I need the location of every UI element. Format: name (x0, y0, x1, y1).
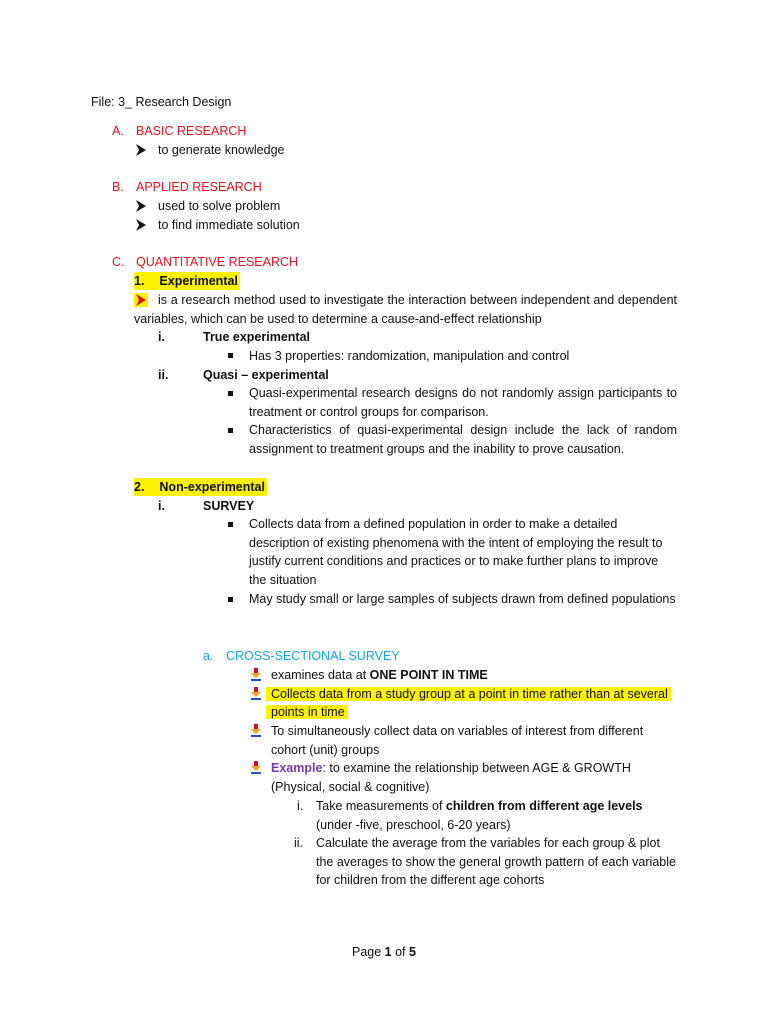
section-b-bullet: used to solve problem (158, 199, 281, 213)
square-bullet-icon (228, 597, 233, 602)
section-a-bullet: to generate knowledge (158, 143, 285, 157)
non-experimental-marker: 2. (134, 480, 145, 494)
file-title: File: 3_ Research Design (91, 95, 232, 109)
true-exp-title: True experimental (203, 330, 310, 344)
true-exp-bullet: Has 3 properties: randomization, manipulation and control (249, 349, 570, 363)
total-pages: 5 (409, 945, 416, 959)
arrow-down-bullet-icon (250, 724, 262, 738)
page-footer: Page 1 of 5 (352, 945, 416, 959)
cross-example: Example: to examine the relationship between AGE & GROWTH (Physical, social & cognitive) (271, 761, 631, 794)
cross-item-1: examines data at ONE POINT IN TIME (271, 668, 488, 682)
survey-bullet: Collects data from a defined population in order to make a detailed description of existing phenomena with the intent of employing the result to justify current conditions and practices or to make further plans to improve the situation (249, 517, 663, 587)
section-b-bullet: to find immediate solution (158, 218, 300, 232)
step-1: Take measurements of children from different age levels (under -five, preschool, 6-20 years) (316, 799, 643, 832)
section-a-marker: A. (112, 124, 124, 138)
square-bullet-icon (228, 522, 233, 527)
arrow-down-bullet-icon (250, 761, 262, 775)
cross-item-3: To simultaneously collect data on variables of interest from different cohort (unit) groups (271, 724, 644, 757)
step-1-marker: i. (297, 799, 304, 813)
square-bullet-icon (228, 353, 233, 358)
section-c-marker: C. (112, 255, 125, 269)
example-label: Example (271, 761, 323, 775)
quasi-exp-title: Quasi – experimental (203, 368, 329, 382)
survey-marker: i. (158, 499, 165, 513)
quasi-exp-bullet: Characteristics of quasi-experimental design include the lack of random assignment to treatment groups and the inability to prove causation. (249, 423, 677, 456)
step-2-marker: ii. (294, 836, 304, 850)
survey-bullet: May study small or large samples of subjects drawn from defined populations (249, 592, 676, 606)
quasi-exp-bullet: Quasi-experimental research designs do not randomly assign participants to treatment or control groups for comparison. (249, 386, 677, 419)
cross-sectional-marker: a. (203, 649, 214, 663)
arrow-bullet-icon (134, 199, 148, 213)
experimental-definition: is a research method used to investigate the interaction between independent and dependent variables, which can be used to determine a cause-and-effect relationship (134, 293, 677, 326)
experimental-heading (134, 272, 240, 290)
one-point-in-time: ONE POINT IN TIME (369, 668, 488, 682)
cross-item-2-line2: points in time (266, 703, 348, 721)
experimental-marker: 1. (134, 274, 145, 288)
cross-sectional-title: CROSS-SECTIONAL SURVEY (226, 649, 400, 663)
square-bullet-icon (228, 428, 233, 433)
arrow-down-bullet-icon (250, 668, 262, 682)
experimental-title: Experimental (159, 274, 238, 288)
arrow-down-bullet-icon (250, 687, 262, 701)
section-c-title: QUANTITATIVE RESEARCH (136, 255, 299, 269)
square-bullet-icon (228, 391, 233, 396)
non-experimental-title: Non-experimental (159, 480, 265, 494)
arrow-bullet-icon (134, 218, 148, 232)
cross-item-2-line1: Collects data from a study group at a point in time rather than at several (266, 685, 671, 703)
non-experimental-heading (134, 478, 267, 496)
section-b-marker: B. (112, 180, 124, 194)
section-b-title: APPLIED RESEARCH (136, 180, 262, 194)
survey-title: SURVEY (203, 499, 255, 513)
section-a-title: BASIC RESEARCH (136, 124, 247, 138)
arrow-bullet-icon (134, 143, 148, 157)
true-exp-marker: i. (158, 330, 165, 344)
quasi-exp-marker: ii. (158, 368, 169, 382)
current-page: 1 (384, 945, 392, 959)
step-2: Calculate the average from the variables for each group & plot the averages to show the general growth pattern of each variable for children from the different age cohorts (316, 836, 676, 887)
